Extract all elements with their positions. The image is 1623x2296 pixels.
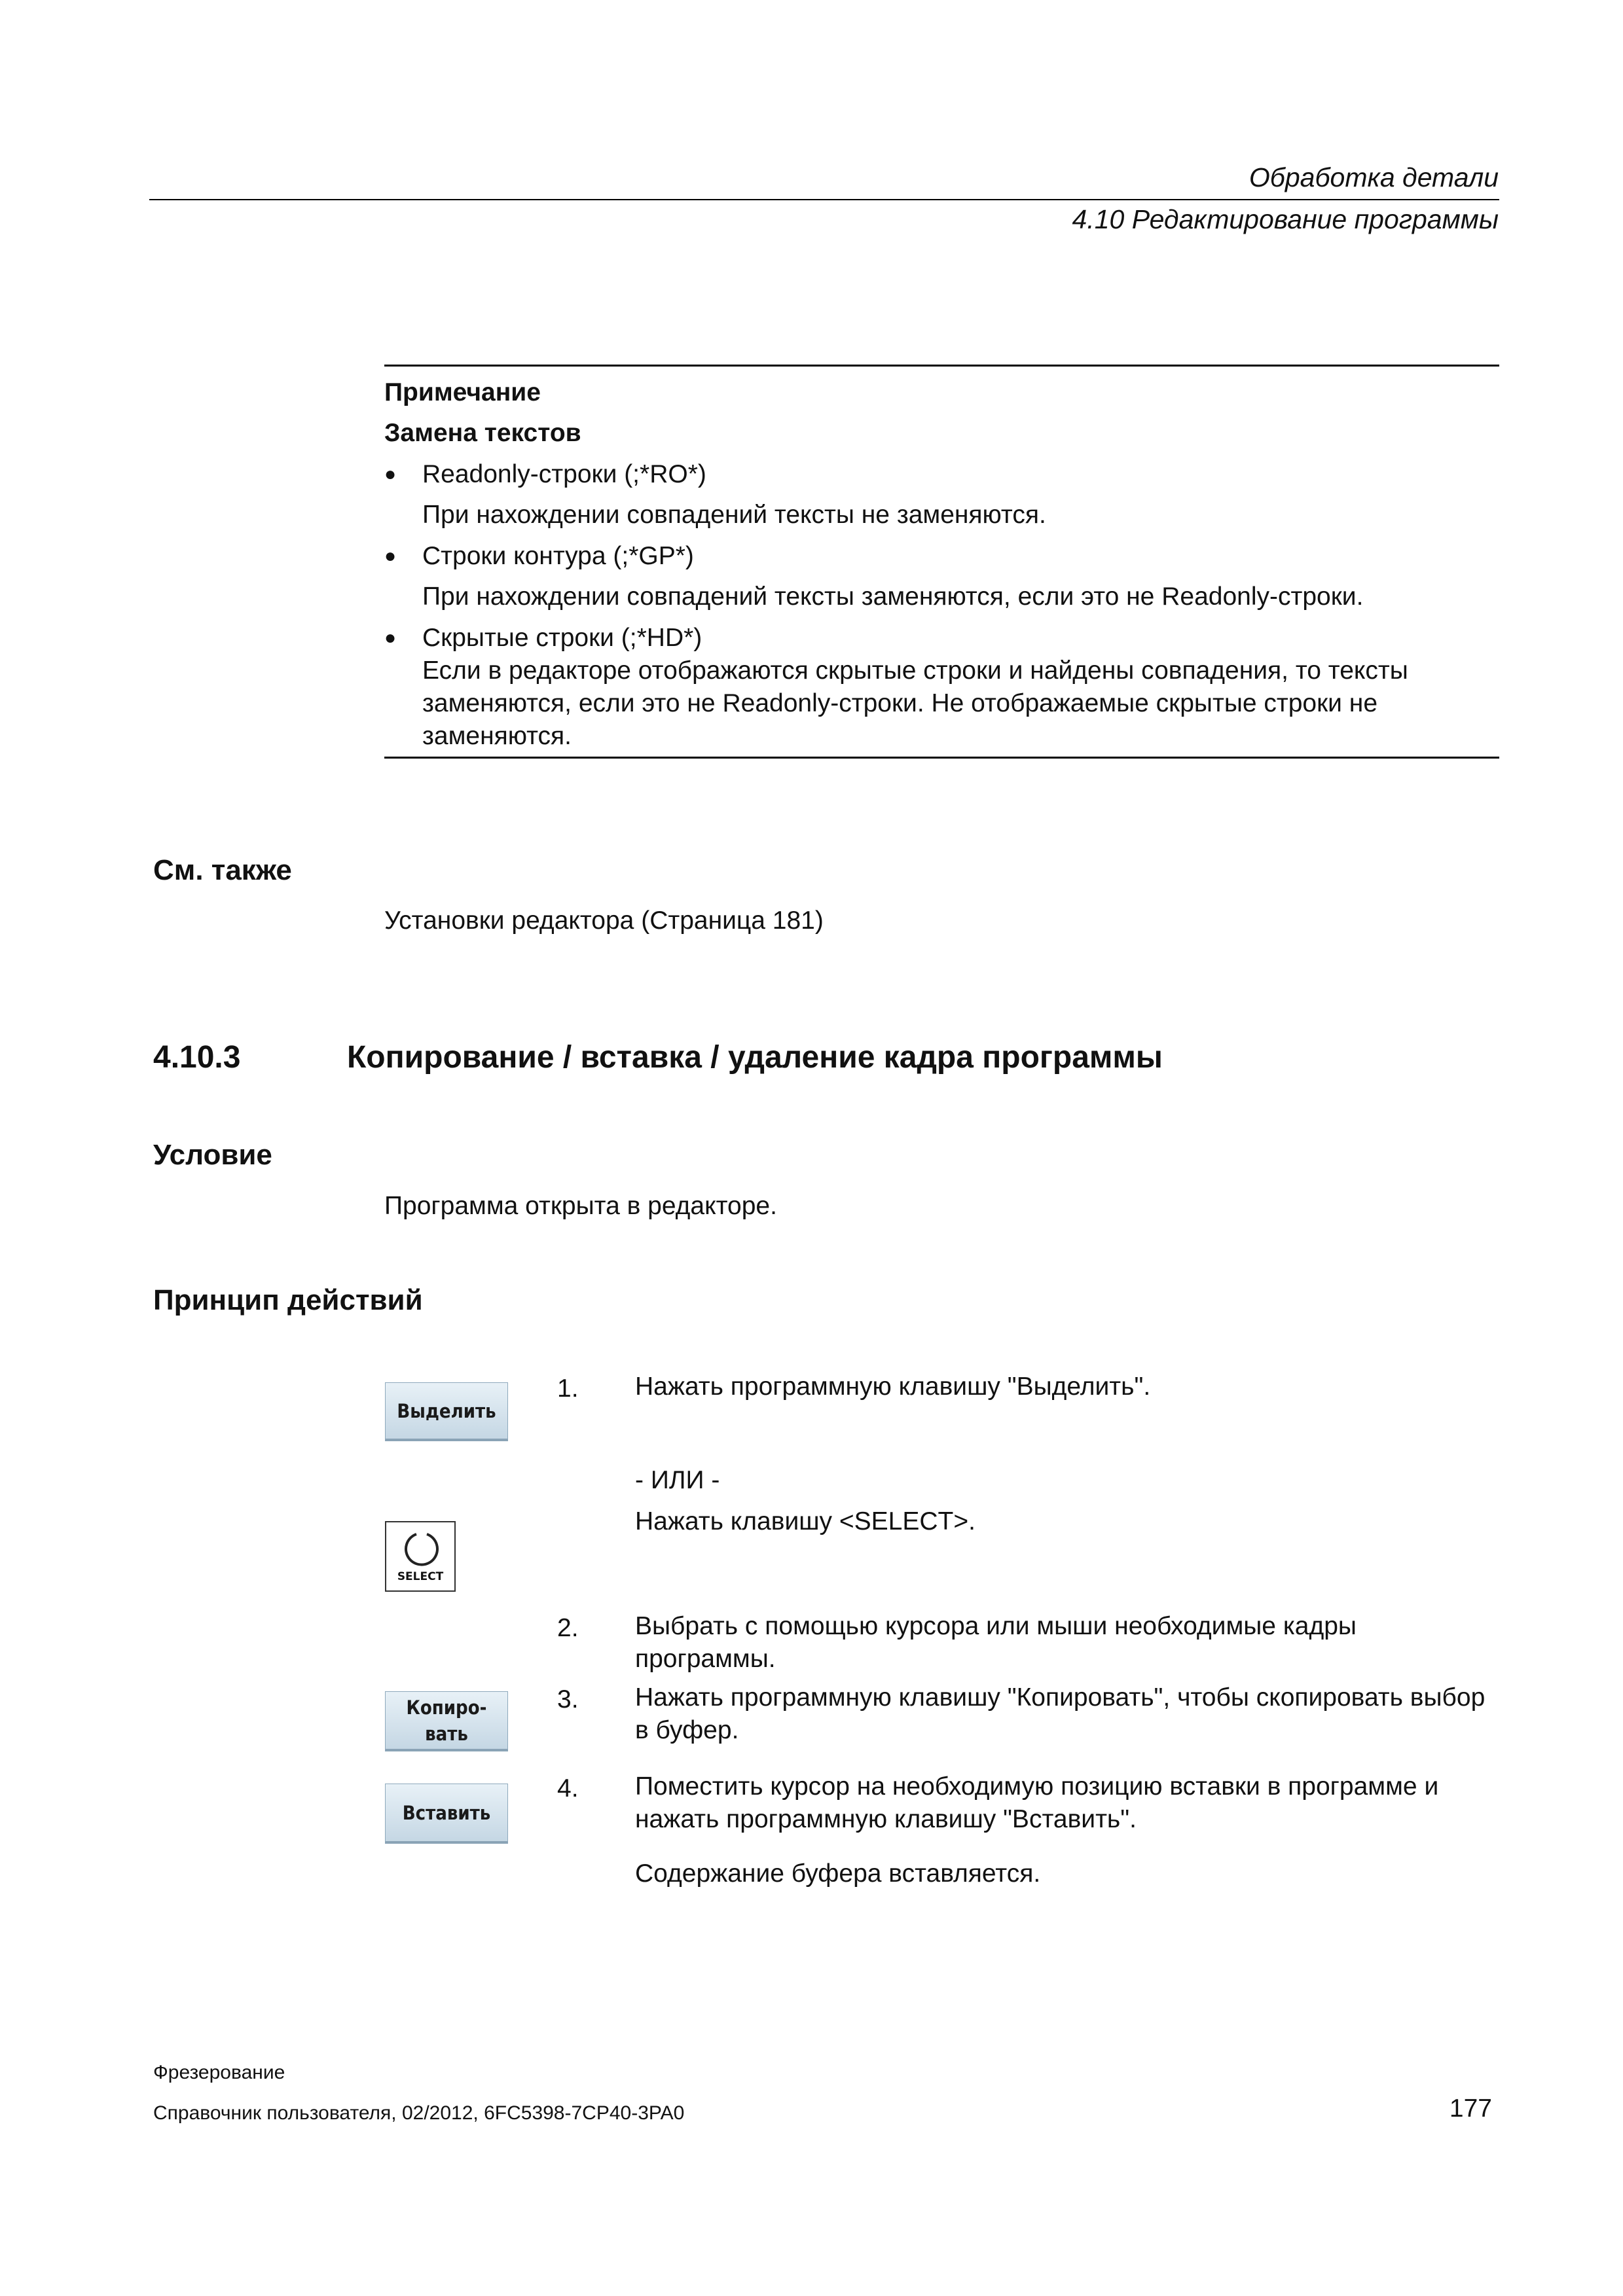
bullet-icon: ● <box>384 627 397 649</box>
note-item-text: При нахождении совпадений тексты заменяются, если это не Readonly-строки. <box>422 583 1364 611</box>
condition-text: Программа открыта в редакторе. <box>384 1192 777 1220</box>
note-top-rule <box>384 365 1499 367</box>
see-also-heading: См. также <box>153 854 292 886</box>
note-bottom-rule <box>384 757 1499 759</box>
procedure-heading: Принцип действий <box>153 1284 423 1316</box>
note-item-label: Скрытые строки (;*HD*) <box>422 624 702 652</box>
footer-product: Фрезерование <box>153 2062 285 2083</box>
see-also-link[interactable]: Установки редактора (Страница 181) <box>384 906 824 935</box>
note-title: Примечание <box>384 378 541 406</box>
header-chapter: Обработка детали <box>1249 162 1499 192</box>
note-item-text: При нахождении совпадений тексты не заменяются. <box>422 501 1046 529</box>
step-number: 3. <box>557 1685 579 1713</box>
section-number: 4.10.3 <box>153 1040 241 1075</box>
step-number: 2. <box>557 1614 579 1642</box>
step-text: Содержание буфера вставляется. <box>635 1859 1041 1888</box>
select-key-label: SELECT <box>397 1570 444 1583</box>
step-text: Нажать клавишу <SELECT>. <box>635 1507 976 1535</box>
header-rule <box>149 199 1499 200</box>
condition-heading: Условие <box>153 1139 272 1171</box>
step-number: 4. <box>557 1774 579 1803</box>
section-title: Копирование / вставка / удаление кадра программы <box>347 1040 1163 1075</box>
step-text: Выбрать с помощью курсора или мыши необходимые кадры программы. <box>635 1612 1357 1673</box>
bullet-icon: ● <box>384 545 397 567</box>
footer-manual: Справочник пользователя, 02/2012, 6FC5398-7CP40-3PA0 <box>153 2102 685 2124</box>
note-subtitle: Замена текстов <box>384 419 581 447</box>
copy-softkey[interactable]: Копиро- вать <box>385 1691 508 1751</box>
step-or: - ИЛИ - <box>635 1466 720 1494</box>
header-section: 4.10 Редактирование программы <box>1072 204 1499 234</box>
step-text: Поместить курсор на необходимую позицию вставки в программе и нажать программную клавишу "Вставить". <box>635 1772 1439 1833</box>
select-softkey[interactable]: Выделить <box>385 1382 508 1441</box>
note-item-label: Readonly-строки (;*RO*) <box>422 460 706 488</box>
note-item-text: Если в редакторе отображаются скрытые строки и найдены совпадения, то тексты заменяются, если это не Readonly-строки. Не отображаемые скрытые строки не заменяются. <box>422 656 1408 750</box>
note-item-label: Строки контура (;*GP*) <box>422 542 694 570</box>
step-text: Нажать программную клавишу "Выделить". <box>635 1372 1151 1401</box>
bullet-icon: ● <box>384 463 397 485</box>
select-key[interactable] <box>385 1521 456 1592</box>
step-text: Нажать программную клавишу "Копировать", чтобы скопировать выбор в буфер. <box>635 1683 1486 1744</box>
step-number: 1. <box>557 1374 579 1403</box>
paste-softkey[interactable]: Вставить <box>385 1784 508 1844</box>
page-number: 177 <box>1449 2094 1492 2123</box>
